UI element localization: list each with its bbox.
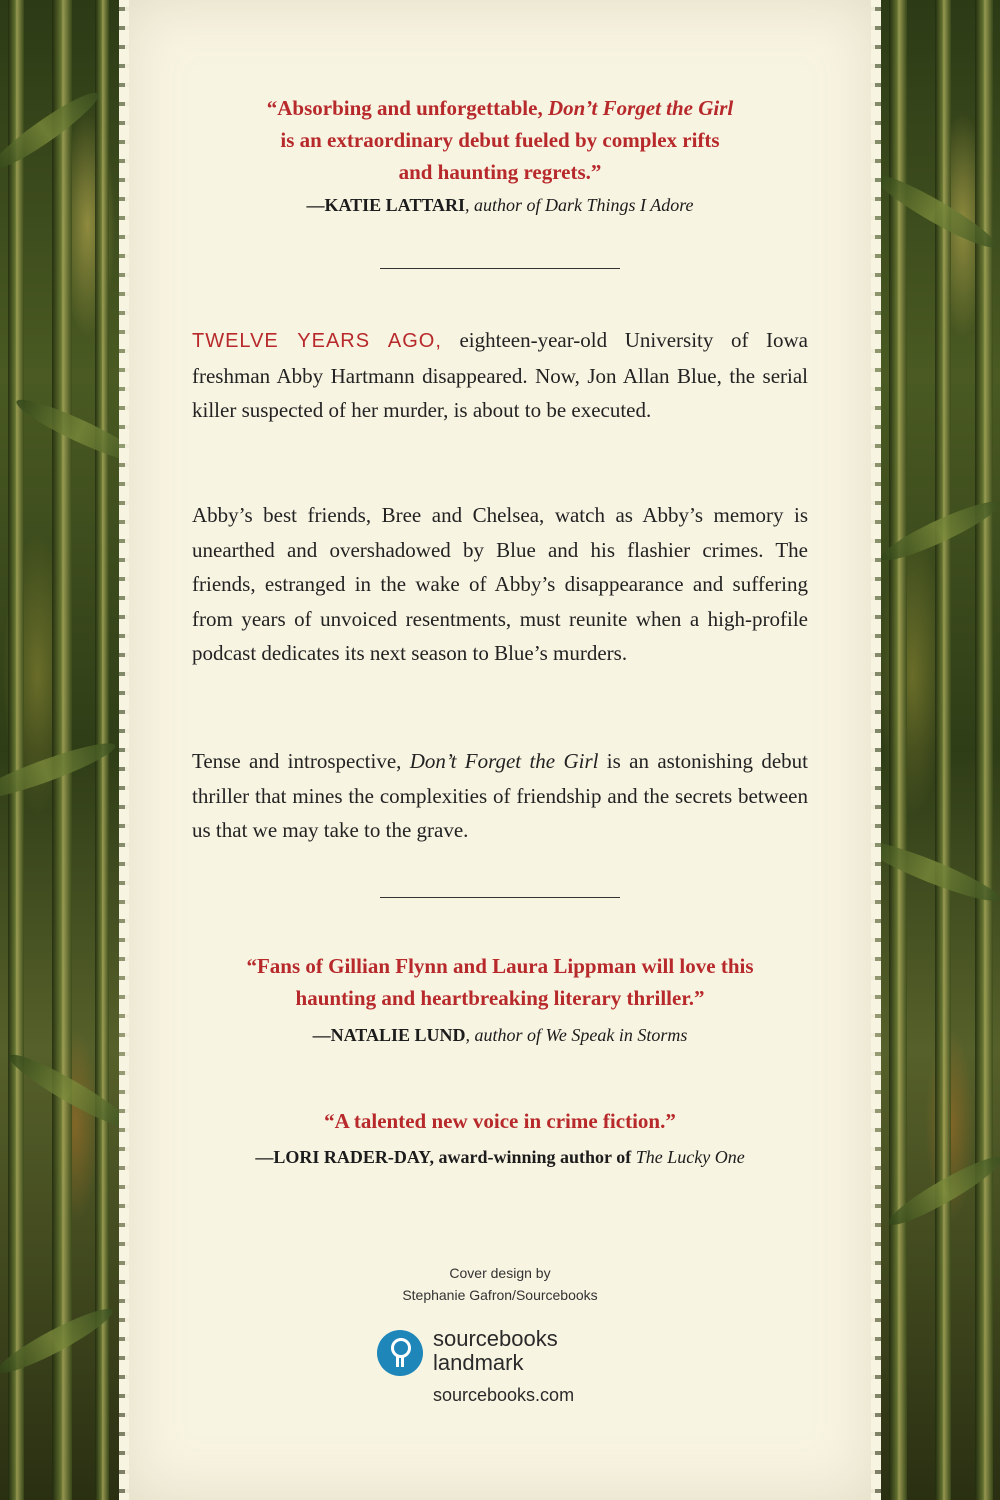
publisher-url[interactable]: sourcebooks.com <box>433 1385 575 1405</box>
attribution-role: , author of <box>465 1025 546 1045</box>
blurb-attribution-1 <box>125 193 875 217</box>
attribution-work: Dark Things I Adore <box>545 195 694 215</box>
cornfield-left <box>0 0 125 1500</box>
synopsis-paragraph-1 <box>192 323 808 428</box>
blurb-attribution-3 <box>125 1145 875 1169</box>
cover-design-credit <box>125 1262 875 1306</box>
blurb-quote-3 <box>125 1105 875 1137</box>
corn-stalk <box>52 0 72 1500</box>
credit-line: Stephanie Gafron/Sourcebooks <box>402 1287 598 1303</box>
cornfield-right <box>875 0 1000 1500</box>
lightbulb-s-icon <box>377 1330 423 1376</box>
corn-stalk <box>889 0 907 1500</box>
blurb-quote-1 <box>125 92 875 188</box>
back-cover-panel <box>125 0 875 1500</box>
synopsis-text: eighteen-year-old University of Iowa freshman Abby Hartmann disappeared. Now, Jon Allan Blue, the serial killer suspected of her murder, is about to be executed. <box>192 328 808 422</box>
attribution-author: —KATIE LATTARI <box>306 195 465 215</box>
quote-title: Don’t Forget the Girl <box>547 96 734 120</box>
synopsis-text: is an astonishing debut thriller that mines the complexities of friendship and the secrets between us that we may take to the grave. <box>192 749 808 842</box>
credit-line: Cover design by <box>449 1265 551 1281</box>
publisher-name-line: landmark <box>433 1350 524 1375</box>
attribution-work: The Lucky One <box>635 1147 745 1167</box>
publisher-block <box>377 1327 637 1417</box>
attribution-author: —NATALIE LUND <box>312 1025 466 1045</box>
synopsis-book-title: Don’t Forget the Girl <box>409 749 599 773</box>
attribution-role: , award-winning author of <box>429 1147 636 1167</box>
divider-rule <box>380 897 620 898</box>
quote-text: and haunting regrets.” <box>398 160 602 184</box>
synopsis-paragraph-3 <box>192 744 808 848</box>
publisher-name <box>433 1327 653 1375</box>
quote-text: haunting and heartbreaking literary thriller.” <box>295 986 705 1010</box>
attribution-author: —LORI RADER-DAY <box>255 1147 430 1167</box>
publisher-name-line: sourcebooks <box>433 1326 558 1351</box>
blurb-quote-2 <box>125 950 875 1014</box>
attribution-work: We Speak in Storms <box>545 1025 688 1045</box>
blurb-attribution-2 <box>125 1023 875 1047</box>
synopsis-text: Tense and introspective, <box>192 749 410 773</box>
quote-text: “Absorbing and unforgettable, <box>266 96 543 120</box>
synopsis-paragraph-2 <box>192 498 808 671</box>
attribution-role: , author of <box>465 195 546 215</box>
synopsis-text: Abby’s best friends, Bree and Chelsea, watch as Abby’s memory is unearthed and overshadowed by Blue and his flashier crimes. The friends, estranged in the wake of Abby’s disappearance and suffering from years of unvoiced resentments, must reunite when a high-profile podcast dedicates its next season to Blue’s murders. <box>192 503 808 665</box>
divider-rule <box>380 268 620 269</box>
corn-stalk <box>8 0 24 1500</box>
quote-text: “Fans of Gillian Flynn and Laura Lippman will love this <box>246 954 754 978</box>
synopsis-lead: TWELVE YEARS AGO, <box>192 330 442 352</box>
quote-text: is an extraordinary debut fueled by complex rifts <box>280 128 720 152</box>
quote-text: “A talented new voice in crime fiction.” <box>324 1109 676 1133</box>
